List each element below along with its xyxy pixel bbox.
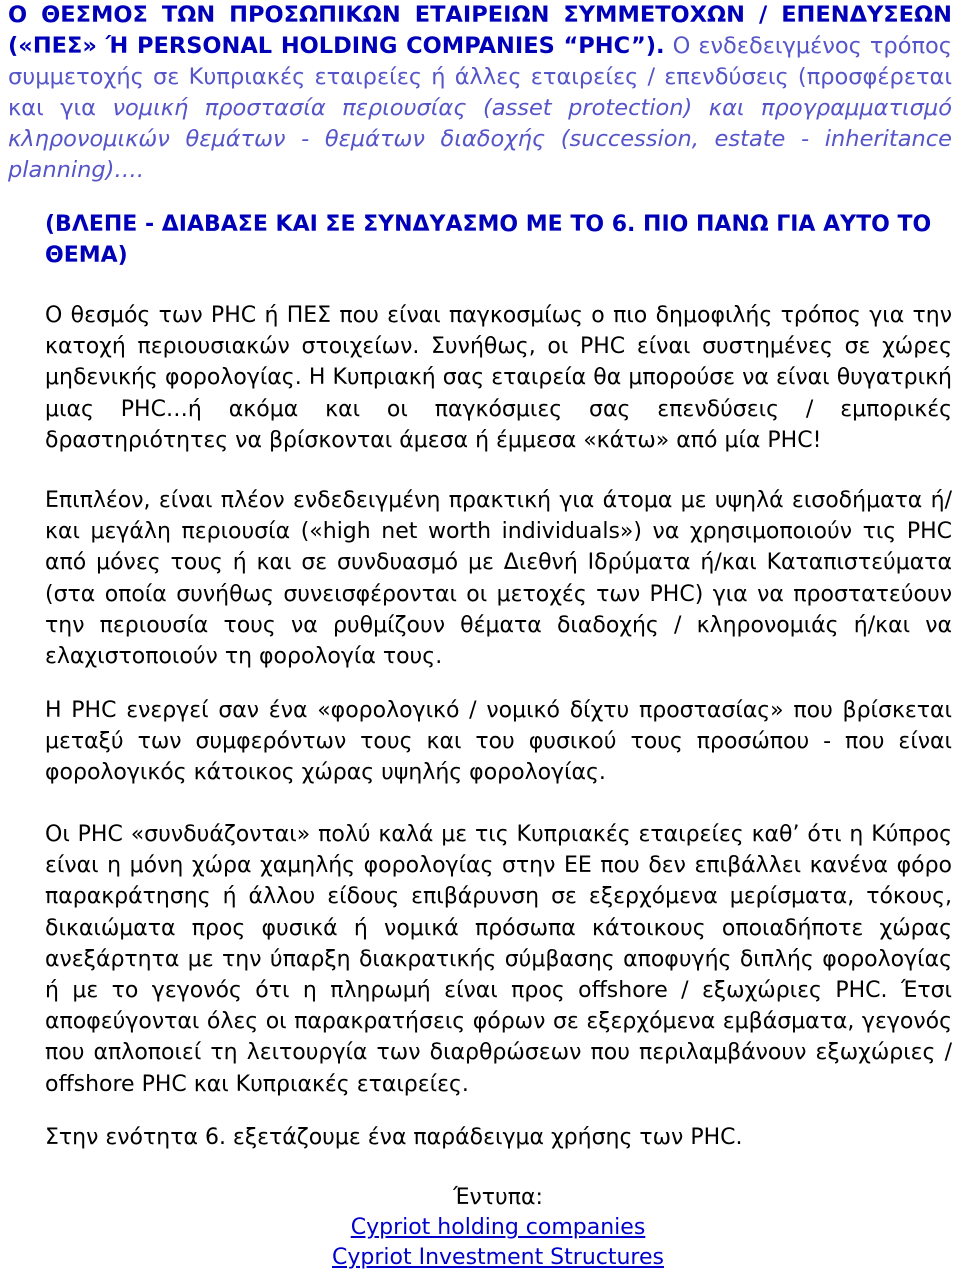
body-paragraph-3: Η PHC ενεργεί σαν ένα «φορολογικό / νομικό δίχτυ προστασίας» που βρίσκεται μεταξύ των συμφερόντων τους και του φυσικού τους προσώπου - που είναι φορολογικός κάτοικος χώρας υψηλής φορολογίας.	[45, 698, 952, 786]
link-cypriot-holding-companies[interactable]: Cypriot holding companies	[350, 1215, 646, 1240]
intro-italic-text: νομική προστασία περιουσίας (asset protection) και προγραμματισμό κληρονομικών θεμάτων - θεμάτων διαδοχής (succession, estate - inheritance planning)….	[8, 95, 952, 183]
link-cypriot-investment-structures[interactable]: Cypriot Investment Structures	[332, 1245, 664, 1270]
brochures-section	[0, 1183, 960, 1273]
body-paragraph-1: Ο θεσμός των PHC ή ΠΕΣ που είναι παγκοσμίως ο πιο δημοφιλής τρόπος για την κατοχή περιουσιακών στοιχείων. Συνήθως, οι PHC είναι συστημένες σε χώρες μηδενικής φορολογίας. Η Κυπριακή σας εταιρεία θα μπορούσε να είναι θυγατρική μιας PHC…ή ακόμα και οι παγκόσμιες σας επενδύσεις / εμπορικές δραστηριότητες να βρίσκονται άμεσα ή έμμεσα «κάτω» από μία PHC!	[45, 303, 952, 453]
intro-text: Ο ενδεδειγμένος τρόπος συμμετοχής σε Κυπριακές εταιρείες ή άλλες εταιρείες / επενδύσεις (προσφέρεται και για	[8, 33, 952, 121]
body-paragraph-5: Στην ενότητα 6. εξετάζουμε ένα παράδειγμα χρήσης των PHC.	[45, 1125, 743, 1150]
brochures-label: Έντυπα:	[453, 1185, 543, 1210]
cross-reference-note: (ΒΛΕΠΕ - ΔΙΑΒΑΣΕ ΚΑΙ ΣΕ ΣΥΝΔΥΑΣΜΟ ΜΕ ΤΟ 6. ΠΙΟ ΠΑΝΩ ΓΙΑ ΑΥΤΟ ΤΟ ΘΕΜΑ)	[45, 212, 932, 268]
body-paragraph-4: Οι PHC «συνδυάζονται» πολύ καλά με τις Κυπριακές εταιρείες καθ’ ότι η Κύπρος είναι η μόνη χώρα χαμηλής φορολογίας στην ΕΕ που δεν επιβάλλει κανένα φόρο παρακράτησης ή άλλου είδους επιβάρυνση σε εξερχόμενα μερίσματα, τόκους, δικαιώματα προς φυσικά ή νομικά πρόσωπα κάτοικους οποιαδήποτε χώρας ανεξάρτητα με την ύπαρξη διακρατικής σύμβασης αποφυγής διπλής φορολογίας ή με το γεγονός ότι η πληρωμή είναι προς offshore / εξωχώριες PHC. Έτσι αποφεύγονται όλες οι παρακρατήσεις φόρων σε εξερχόμενα εμβάσματα, γεγονός που απλοποιεί τη λειτουργία των διαρθρώσεων που περιλαμβάνουν εξωχώριες / offshore PHC και Κυπριακές εταιρείες.	[45, 822, 952, 1097]
body-paragraph-2: Επιπλέον, είναι πλέον ενδεδειγμένη πρακτική για άτομα με υψηλά εισοδήματα ή/και μεγάλη περιουσία («high net worth individuals») να χρησιμοποιούν τις PHC από μόνες τους ή και σε συνδυασμό με Διεθνή Ιδρύματα ή/και Καταπιστεύματα (στα οποία συνήθως συνεισφέρονται οι μετοχές των PHC) για να προστατεύουν την περιουσία τους να ρυθμίζουν θέματα διαδοχής / κληρονομιάς ή/και να ελαχιστοποιούν τη φορολογία τους.	[45, 488, 952, 670]
section-heading: Ο ΘΕΣΜΟΣ ΤΩΝ ΠΡΟΣΩΠΙΚΩΝ ΕΤΑΙΡΕΙΩΝ ΣΥΜΜΕΤΟΧΩΝ / ΕΠΕΝΔΥΣΕΩΝ («ΠΕΣ» Ή PERSONAL HOLDING COMPANIES “PHC”).	[8, 2, 952, 59]
intro-paragraph	[8, 0, 952, 186]
